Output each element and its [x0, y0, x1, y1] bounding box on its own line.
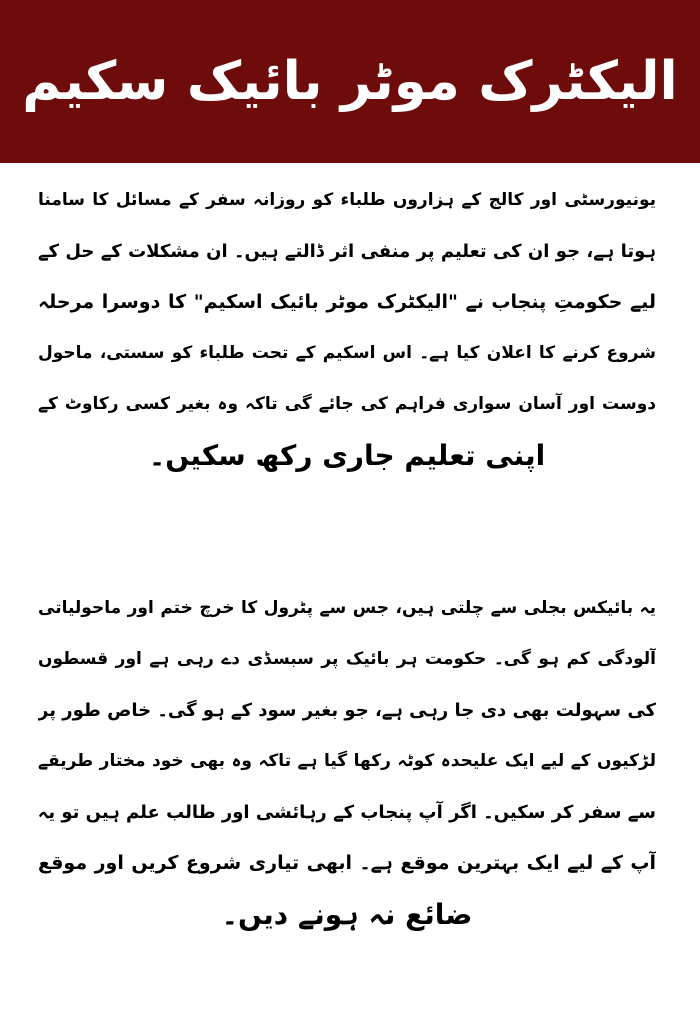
- text-line: لڑکیوں کے لیے ایک علیحدہ کوٹہ رکھا گیا ہے تاکہ وہ بھی خود مختار طریقے: [38, 751, 656, 771]
- text-line: یہ بائیکس بجلی سے چلتی ہیں، جس سے پٹرول کا خرچ ختم اور ماحولیاتی: [38, 598, 656, 618]
- text-line: دوست اور آسان سواری فراہم کی جائے گی تاکہ وہ بغیر کسی رکاوٹ کے: [38, 394, 656, 414]
- text-line: ہوتا ہے، جو ان کی تعلیم پر منفی اثر ڈالتے ہیں۔ ان مشکلات کے حل کے: [38, 241, 656, 262]
- text-line: شروع کرنے کا اعلان کیا ہے۔ اس اسکیم کے تحت طلباء کو سستی، ماحول: [38, 343, 656, 363]
- text-line: لیے حکومتِ پنجاب نے "الیکٹرک موٹر بائیک اسکیم" کا دوسرا مرحلہ: [38, 291, 656, 313]
- text-line: یونیورسٹی اور کالج کے ہزاروں طلباء کو روزانہ سفر کے مسائل کا سامنا: [38, 190, 656, 210]
- text-line: ضائع نہ ہونے دیں۔: [221, 898, 473, 931]
- paragraph-1: [38, 175, 656, 481]
- text-line: آلودگی کم ہو گی۔ حکومت ہر بائیک پر سبسڈی دے رہی ہے اور قسطوں: [38, 649, 656, 669]
- text-line: کی سہولت بھی دی جا رہی ہے، جو بغیر سود کے ہو گی۔ خاص طور پر: [38, 700, 656, 721]
- text-line: آپ کے لیے ایک بہترین موقع ہے۔ ابھی تیاری شروع کریں اور موقع: [38, 852, 656, 874]
- text-line: سے سفر کر سکیں۔ اگر آپ پنجاب کے رہائشی اور طالب علم ہیں تو یہ: [38, 802, 656, 823]
- title-banner: [0, 0, 700, 163]
- page-title: الیکٹرک موٹر بائیک سکیم: [22, 51, 678, 112]
- paragraph-2: [38, 583, 656, 940]
- article-body: [0, 163, 700, 1024]
- text-line: اپنی تعلیم جاری رکھ سکیں۔: [148, 439, 546, 472]
